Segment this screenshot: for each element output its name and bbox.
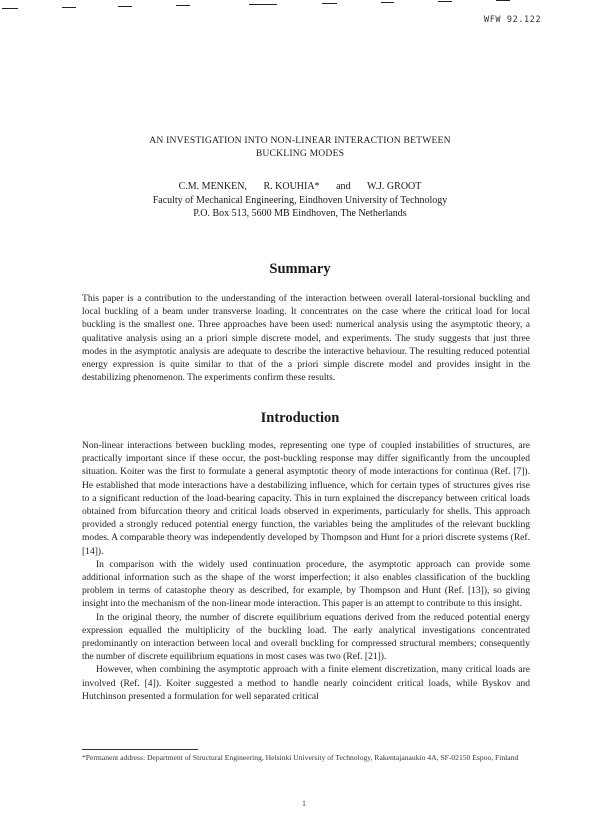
introduction-section (82, 439, 530, 703)
intro-paragraph-4: However, when combining the asymptotic approach with a finite element discretization, many critical loads are involved (Ref. [4]). Koiter suggested a method to handle nearly coincident critical loads, while Byskov and Hutchinson presented a formulation for well separated critical (82, 664, 530, 702)
affiliation: Faculty of Mechanical Engineering, Eindhoven University of Technology (152, 194, 448, 206)
introduction-heading: Introduction (260, 410, 340, 426)
author-names (60, 180, 540, 194)
author-2: R. KOUHIA* (263, 181, 320, 192)
author-block (60, 180, 540, 221)
title-line-2: BUCKLING MODES (255, 148, 345, 159)
summary-section (82, 292, 530, 384)
footnote: *Permanent address: Department of Structural Engineering, Helsinki University of Technology, Rakentajanaukio 4A, SF-02150 Espoo, Finland (82, 753, 519, 762)
footnote-divider (82, 749, 198, 750)
title-line-1: AN INVESTIGATION INTO NON-LINEAR INTERACTION BETWEEN (149, 135, 451, 146)
intro-paragraph-3: In the original theory, the number of discrete equilibrium equations derived from the reduced potential energy expression equalled the multiplicity of the buckling load. The early analytical investigations concentrated predominantly on interaction between local and overall buckling for compressed structural members; consequently the number of discrete equilibrium equations in most cases was two (Ref. [21]). (82, 611, 530, 663)
author-1: C.M. MENKEN, (178, 181, 247, 192)
author-3: W.J. GROOT (367, 181, 422, 192)
author-and: and (336, 181, 351, 192)
page-number: 1 (302, 799, 306, 808)
address: P.O. Box 513, 5600 MB Eindhoven, The Netherlands (193, 208, 407, 219)
summary-heading: Summary (269, 261, 331, 277)
scan-edge-marks (0, 0, 600, 12)
intro-paragraph-1: Non-linear interactions between buckling modes, representing one type of coupled instabilities of structures, are practically important since if these occur, the post-buckling response may differ significantly from the uncoupled situation. Koiter was the first to formulate a general asymptotic theory of mode interactions for continua (Ref. [7]). He established that mode interactions have a destabilizing influence, which for certain types of structures gives rise to a significant reduction of the load-bearing capacity. This in turn explained the discrepancy between critical loads obtained from bifurcation theory and critical loads observed in experiments, particularly for shells. This approach provided a strongly reduced potential energy function, the variables being the amplitudes of the relevant buckling modes. A comparable theory was independently developed by Thompson and Hunt for a priori discrete systems (Ref. [14]). (82, 440, 530, 557)
paper-title (60, 134, 540, 160)
report-number: WFW 92.122 (484, 15, 542, 25)
intro-paragraph-2: In comparison with the widely used continuation procedure, the asymptotic approach can provide some additional information such as the shape of the worst imperfection; it also enables classification of the buckling problem in terms of catastophe theory as described, for example, by Thompson and Hunt (Ref. [13]), so giving insight into the mechanism of the non-linear mode interaction. This paper is an attempt to contribute to this insight. (82, 558, 530, 610)
summary-text: This paper is a contribution to the understanding of the interaction between overall lateral-torsional buckling and local buckling of a beam under transverse loading. It concentrates on the case where the critical load for local buckling is the smallest one. Three approaches have been used: numerical analysis using the asymptotic theory, a qualitative analysis using an a priori simple discrete model, and experiments. The study suggests that just three modes in the asymptotic analysis are adequate to describe the interactive behaviour. The resulting reduced potential energy expression is quite similar to that of the a priori simple discrete model and provides insight in the destabilizing phenomenon. The experiments confirm these results. (82, 293, 530, 384)
